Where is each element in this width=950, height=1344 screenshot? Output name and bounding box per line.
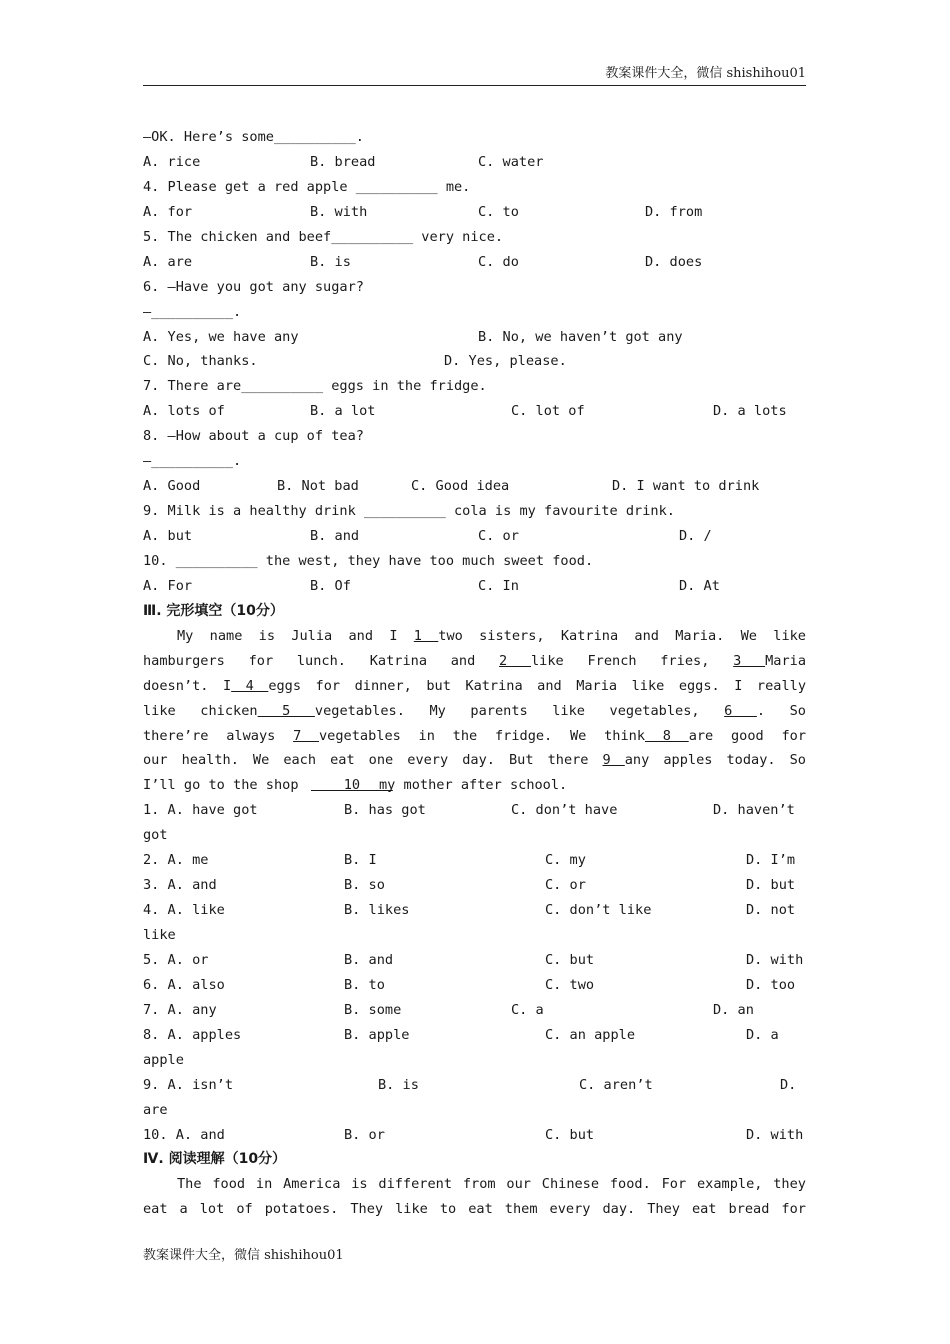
page-header: 教案课件大全，微信 shishihou01 (605, 66, 806, 81)
q3-options (143, 150, 806, 175)
option-d: D. At (679, 577, 720, 594)
q10-options (143, 574, 806, 599)
blank-8: 8 (645, 727, 689, 744)
q8-options (143, 474, 806, 499)
cloze-options-2: 2. A. me B. I C. my D. I’m (143, 852, 796, 869)
option-a: A. for (143, 203, 193, 220)
option-c: C. In (478, 577, 519, 594)
cloze-options-5: 5. A. or B. and C. but D. with (143, 951, 804, 968)
q6-options-cd (143, 349, 806, 374)
blank-9: 9 (602, 752, 625, 769)
q9-options (143, 524, 806, 549)
question-6: 6. —Have you got any sugar? (143, 278, 364, 295)
blank-7: 7 (293, 727, 319, 744)
option-a: A. lots of (143, 403, 225, 420)
option-b: B. with (310, 203, 368, 220)
q6-answer-blank: —__________. (143, 303, 242, 320)
option-a: A. For (143, 577, 193, 594)
cloze-passage-line-5: there’re always 7 vegetables in the fridge. We think 8 are good for (143, 727, 806, 744)
cloze-options-4-wrap: like (143, 927, 176, 943)
option-d: D. a lots (713, 403, 787, 420)
cloze-options-4: 4. A. like B. likes C. don’t like D. not (143, 902, 796, 919)
option-a: A. but (143, 528, 193, 544)
header-rule (143, 85, 806, 86)
cloze-passage-line-2: hamburgers for lunch. Katrina and 2 like French fries, 3 Maria (143, 652, 806, 669)
option-b: B. is (310, 253, 351, 270)
option-a: A. Yes, we have any (143, 328, 299, 345)
option-c: C. lot of (511, 403, 585, 420)
blank-10: 10 (311, 777, 393, 794)
cloze-passage-line-4: like chicken 5 vegetables. My parents like vegetables, 6 . So (143, 702, 806, 719)
blank-1: 1 (413, 627, 439, 644)
blank-5: 5 (257, 702, 315, 719)
cloze-options-10: 10. A. and B. or C. but D. with (143, 1126, 804, 1143)
option-b: B. Of (310, 577, 351, 594)
cloze-options-9-wrap: are (143, 1101, 168, 1118)
option-c: C. do (478, 253, 519, 270)
blank-2: 2 (499, 652, 531, 669)
cloze-passage-line-3: doesn’t. I 4 eggs for dinner, but Katrina and Maria like eggs. I really (143, 677, 806, 694)
question-9: 9. Milk is a healthy drink __________ cola is my favourite drink. (143, 503, 675, 520)
option-a: A. rice (143, 153, 201, 170)
option-b: B. bread (310, 153, 376, 170)
option-a: A. are (143, 253, 193, 270)
question-4: 4. Please get a red apple __________ me. (143, 178, 471, 195)
option-b: B. Not bad (277, 478, 359, 495)
cloze-passage-line-7: I’ll go to the shop 10 my mother after school. (143, 773, 806, 798)
option-a: A. Good (143, 478, 201, 495)
q7-options (143, 399, 806, 424)
q3-tail: —OK. Here’s some__________. (143, 129, 364, 145)
q6-options-ab (143, 325, 806, 350)
blank-6: 6 (724, 702, 757, 719)
section-4-title: Ⅳ. 阅读理解（10分） (143, 1151, 287, 1168)
option-c: C. water (478, 153, 544, 170)
option-d: D. from (645, 203, 703, 220)
blank-3: 3 (733, 652, 766, 669)
cloze-passage-line-6: our health. We each eat one every day. But there 9 any apples today. So (143, 752, 806, 769)
question-5: 5. The chicken and beef__________ very nice. (143, 228, 504, 245)
option-b: B. No, we haven’t got any (478, 328, 683, 345)
q5-options (143, 250, 806, 275)
section-3-title: Ⅲ. 完形填空（10分） (143, 602, 284, 619)
cloze-options-8-wrap: apple (143, 1051, 184, 1068)
option-c: C. or (478, 528, 519, 544)
option-c: C. Good idea (411, 478, 510, 495)
q8-answer-blank: —__________. (143, 453, 242, 470)
question-8: 8. —How about a cup of tea? (143, 428, 364, 445)
cloze-options-1-wrap: got (143, 827, 168, 844)
reading-passage-line-2: eat a lot of potatoes. They like to eat them every day. They eat bread for (143, 1201, 806, 1218)
option-d: D. Yes, please. (444, 353, 567, 370)
page-footer: 教案课件大全，微信 shishihou01 (143, 1248, 344, 1263)
question-7: 7. There are__________ eggs in the fridge. (143, 378, 487, 395)
option-d: D. does (645, 253, 703, 270)
option-b: B. and (310, 528, 360, 544)
cloze-options-6: 6. A. also B. to C. two D. too (143, 976, 796, 993)
cloze-passage-line-1: My name is Julia and I 1 two sisters, Katrina and Maria. We like (177, 627, 806, 644)
cloze-options-7: 7. A. any B. some C. a D. an (143, 1001, 754, 1018)
option-c: C. to (478, 203, 519, 220)
cloze-options-8: 8. A. apples B. apple C. an apple D. a (143, 1026, 779, 1043)
reading-passage-line-1: The food in America is different from our Chinese food. For example, they (177, 1176, 806, 1193)
worksheet-content (143, 125, 806, 1222)
option-d: D. / (679, 528, 712, 544)
option-b: B. a lot (310, 403, 376, 420)
option-d: D. I want to drink (612, 478, 760, 495)
q4-options (143, 200, 806, 225)
cloze-options-9: 9. A. isn’t B. is C. aren’t D. (143, 1076, 797, 1093)
cloze-options-1: 1. A. have got B. has got C. don’t have D. haven’t (143, 802, 795, 819)
option-c: C. No, thanks. (143, 353, 258, 370)
question-10: 10. __________ the west, they have too much sweet food. (143, 552, 594, 569)
blank-4: 4 (231, 677, 269, 694)
cloze-options-3: 3. A. and B. so C. or D. but (143, 877, 796, 894)
